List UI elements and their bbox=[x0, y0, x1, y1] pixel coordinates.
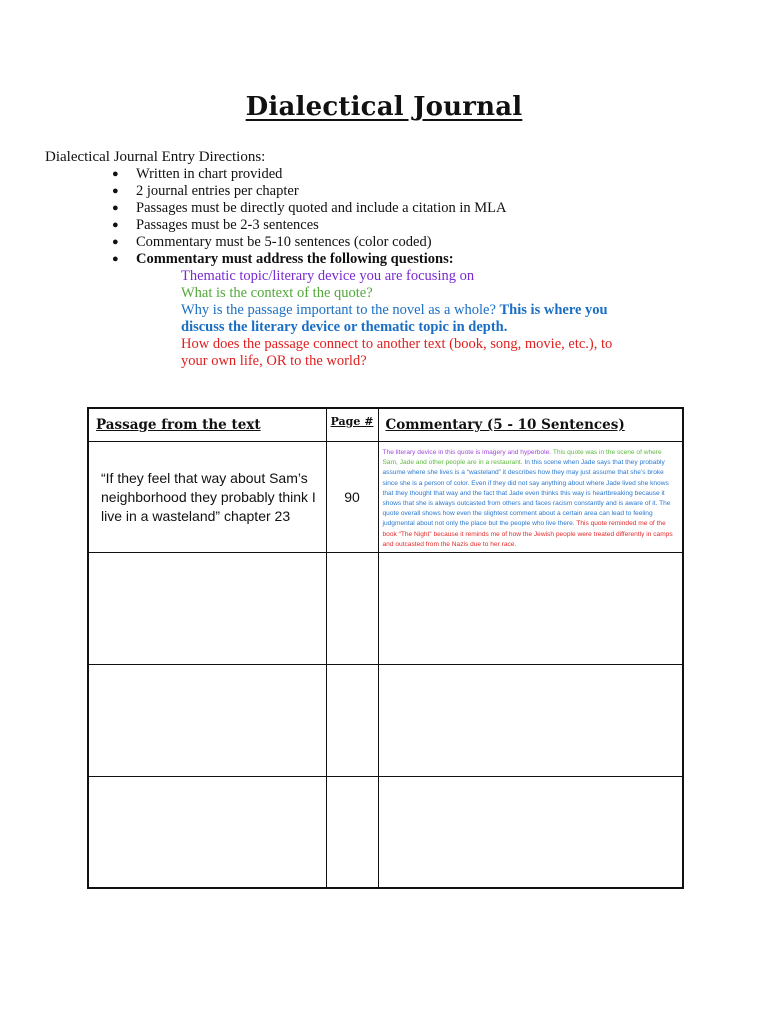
passage-cell[interactable] bbox=[88, 776, 326, 888]
question-importance-emphasis: This is where you bbox=[499, 302, 608, 318]
commentary-cell[interactable] bbox=[378, 553, 683, 665]
directions-list bbox=[112, 166, 506, 268]
table-row bbox=[88, 665, 683, 777]
commentary-questions bbox=[181, 268, 681, 370]
table-row bbox=[88, 441, 683, 553]
commentary-cell[interactable] bbox=[378, 665, 683, 777]
table-header-row bbox=[88, 408, 683, 441]
commentary-device: The literary device in this quote is imagery and hyperbole. bbox=[382, 449, 552, 457]
commentary-context: This quote was in the scene of where Sam, Jade and other people are in a restaurant. bbox=[382, 449, 662, 467]
journal-table bbox=[87, 407, 684, 889]
page-title: Dialectical Journal bbox=[245, 92, 523, 122]
direction-item: ● Passages must be directly quoted and include a citation in MLA bbox=[112, 200, 506, 217]
question-context: What is the context of the quote? bbox=[181, 285, 373, 301]
question-importance-emphasis-2: discuss the literary device or thematic topic in depth. bbox=[181, 319, 508, 335]
commentary-connection: This quote reminded me of the book “The Night” because it reminds me of how the Jewish people were treated differently in camps and outcasted from the Nazis due to her race. bbox=[382, 520, 673, 548]
direction-item: ● 2 journal entries per chapter bbox=[112, 183, 506, 200]
question-importance-line2 bbox=[181, 319, 681, 336]
page-cell[interactable] bbox=[326, 553, 378, 665]
question-importance bbox=[181, 302, 681, 319]
direction-item: ● Written in chart provided bbox=[112, 166, 506, 183]
commentary-cell[interactable] bbox=[378, 441, 683, 553]
direction-item: ● Commentary must address the following questions: bbox=[112, 251, 506, 268]
passage-cell[interactable] bbox=[88, 665, 326, 777]
direction-item: ● Commentary must be 5-10 sentences (color coded) bbox=[112, 234, 506, 251]
header-page: Page # bbox=[326, 408, 378, 441]
question-importance-text: Why is the passage important to the novel as a whole? bbox=[181, 302, 496, 318]
commentary-cell[interactable] bbox=[378, 776, 683, 888]
passage-cell[interactable] bbox=[88, 553, 326, 665]
page-cell[interactable]: 90 bbox=[326, 441, 378, 553]
table-row bbox=[88, 776, 683, 888]
commentary-importance: In this scene when Jade says that they probably assume where she lives is a “wasteland” it describes how they may just assume that she’s broke since she is a person of color. Even if they did not say anything about where Jade lived she knows that they thought that way and the fact that Jade even thinks this way is heartbreaking because it shows that she is always outcasted from others and faces racism constantly and is aware of it. The quote overall shows how even the slightest comment about a certain area can lead to feeling judgmental about not only the place but the people who live there. bbox=[382, 459, 671, 528]
question-thematic-topic: Thematic topic/literary device you are focusing on bbox=[181, 268, 475, 284]
passage-cell[interactable]: “If they feel that way about Sam’s neighborhood they probably think I live in a wasteland” chapter 23 bbox=[88, 441, 326, 553]
header-passage: Passage from the text bbox=[88, 408, 326, 441]
question-connection: How does the passage connect to another text (book, song, movie, etc.), to bbox=[181, 336, 613, 352]
direction-item: ● Passages must be 2-3 sentences bbox=[112, 217, 506, 234]
header-commentary: Commentary (5 - 10 Sentences) bbox=[378, 408, 683, 441]
page-cell[interactable] bbox=[326, 776, 378, 888]
page-cell[interactable] bbox=[326, 665, 378, 777]
table-row bbox=[88, 553, 683, 665]
question-connection-line2: your own life, OR to the world? bbox=[181, 353, 367, 369]
directions-heading: Dialectical Journal Entry Directions: bbox=[45, 149, 266, 165]
